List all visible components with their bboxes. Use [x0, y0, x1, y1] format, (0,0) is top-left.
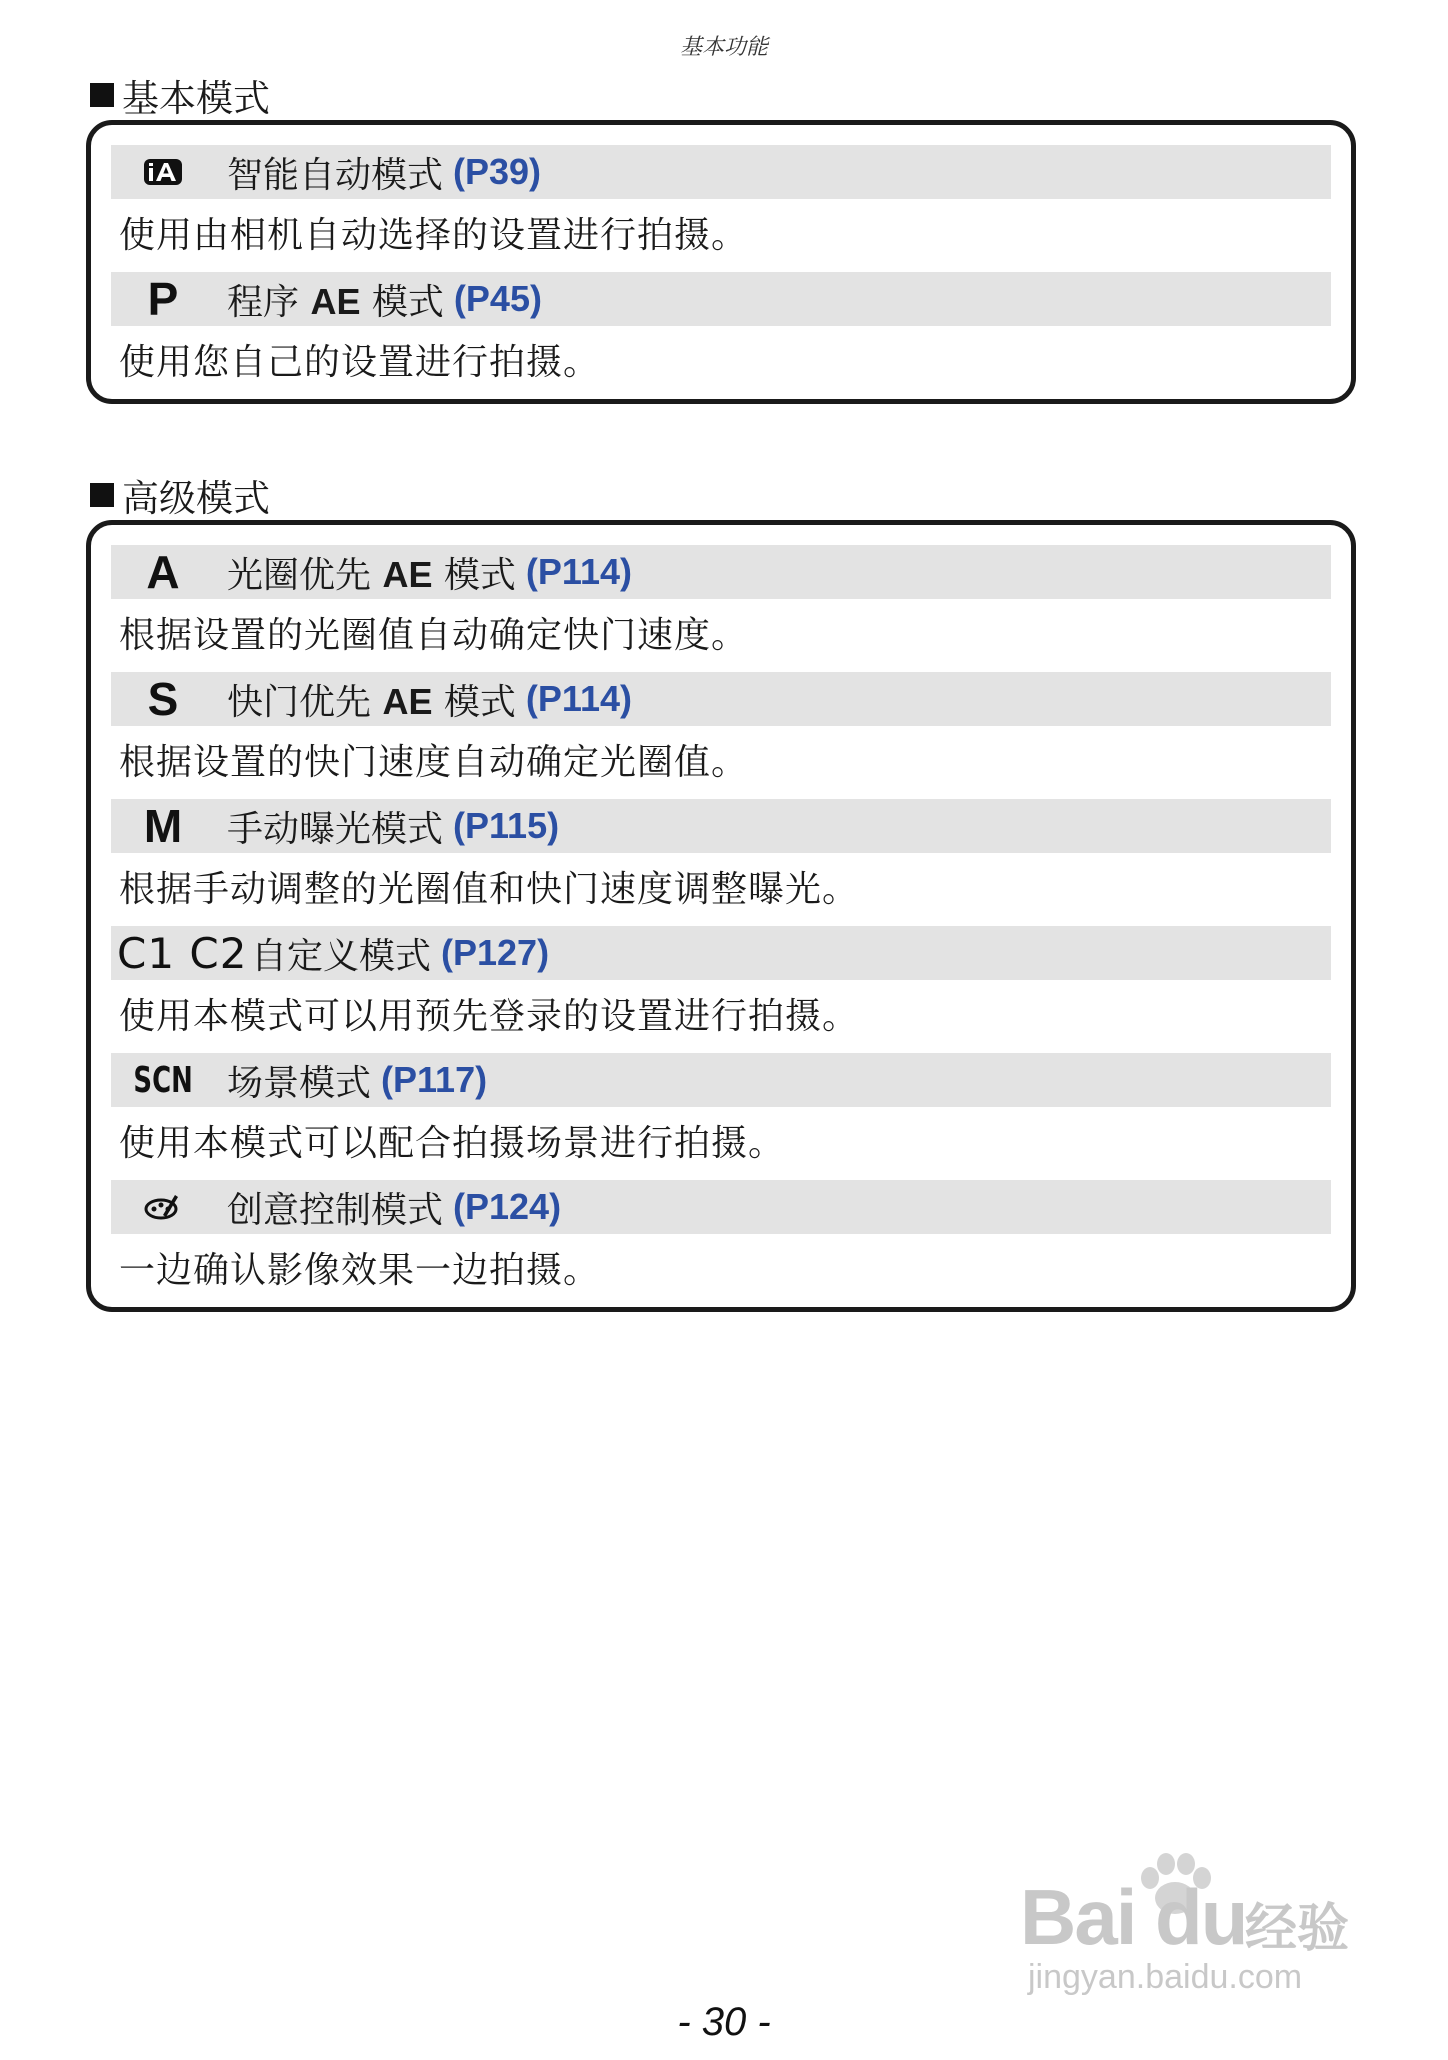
mode-name: 创意控制模式	[227, 1189, 444, 1231]
mode-entry-manual-exposure	[111, 799, 1331, 912]
program-ae-icon: P	[147, 273, 179, 325]
mode-description: 根据手动调整的光圈值和快门速度调整曝光。	[119, 869, 860, 910]
mode-description: 一边确认影像效果一边拍摄。	[119, 1250, 601, 1291]
mode-name-ae: AE	[382, 553, 433, 595]
mode-name-ae: AE	[382, 680, 433, 722]
page-reference-link[interactable]: (P117)	[381, 1059, 488, 1100]
mode-name: 场景模式	[227, 1062, 372, 1104]
mode-description: 使用由相机自动选择的设置进行拍摄。	[119, 215, 749, 256]
mode-name	[227, 274, 444, 325]
shutter-priority-icon: S	[147, 673, 179, 725]
mode-bar	[111, 926, 1331, 980]
mode-name-ae: AE	[310, 280, 361, 322]
page-reference-link[interactable]: (P114)	[525, 678, 632, 719]
manual-exposure-icon: M	[143, 800, 183, 852]
mode-entry-creative-control	[111, 1180, 1331, 1293]
mode-entry-shutter-priority	[111, 672, 1331, 785]
watermark-cn: 经验	[1245, 1900, 1350, 1958]
custom-mode-icon	[111, 926, 251, 980]
mode-bar	[111, 545, 1331, 599]
page-reference-link[interactable]: (P114)	[525, 551, 632, 592]
mode-description: 根据设置的快门速度自动确定光圈值。	[119, 742, 749, 783]
page-reference-link[interactable]: (P45)	[453, 278, 542, 319]
mode-name-pre: 光圈优先	[227, 554, 383, 596]
basic-modes-box	[86, 120, 1356, 404]
square-bullet-icon	[90, 483, 114, 507]
creative-control-icon	[111, 1180, 215, 1234]
mode-name: 自定义模式	[251, 935, 432, 977]
aperture-priority-icon: A	[146, 546, 180, 598]
square-bullet-icon	[90, 83, 114, 107]
mode-name-pre: 程序	[227, 281, 311, 323]
mode-name: 手动曝光模式	[227, 808, 444, 850]
mode-entry-custom	[111, 926, 1331, 1039]
page-header: 基本功能	[679, 35, 768, 60]
mode-entry-scene	[111, 1053, 1331, 1166]
page-reference-link[interactable]: (P127)	[441, 932, 550, 973]
mode-bar	[111, 1180, 1331, 1234]
page-number: - 30 -	[677, 2000, 771, 2044]
page-reference-link[interactable]: (P115)	[453, 805, 560, 846]
baidu-jingyan-watermark	[1020, 1850, 1390, 2010]
mode-name	[227, 547, 516, 598]
section-heading-basic	[90, 68, 270, 122]
intelligent-auto-icon	[111, 145, 215, 199]
section-title: 高级模式	[122, 477, 270, 520]
mode-name-post: 模式	[360, 281, 444, 323]
mode-bar	[111, 145, 1331, 199]
mode-entry-intelligent-auto	[111, 145, 1331, 258]
scene-mode-icon	[111, 1053, 215, 1107]
mode-bar	[111, 1053, 1331, 1107]
mode-bar	[111, 672, 1331, 726]
mode-bar	[111, 799, 1331, 853]
mode-description: 使用本模式可以配合拍摄场景进行拍摄。	[119, 1123, 786, 1164]
mode-description: 根据设置的光圈值自动确定快门速度。	[119, 615, 749, 656]
watermark-brand: Bai du	[1020, 1873, 1247, 1961]
section-heading-advanced	[90, 468, 270, 522]
mode-name-post: 模式	[432, 681, 516, 723]
mode-name-pre: 快门优先	[227, 681, 383, 723]
mode-entry-program-ae	[111, 272, 1331, 385]
mode-bar	[111, 272, 1331, 326]
advanced-modes-box	[86, 520, 1356, 1312]
mode-entry-aperture-priority	[111, 545, 1331, 658]
custom-mode-label: C1 C2	[117, 928, 248, 978]
section-title: 基本模式	[122, 77, 270, 120]
scene-mode-label: SCN	[133, 1059, 193, 1101]
mode-name-post: 模式	[432, 554, 516, 596]
page-reference-link[interactable]: (P39)	[453, 151, 542, 192]
mode-name	[227, 674, 516, 725]
mode-name: 智能自动模式	[227, 154, 444, 196]
watermark-url: jingyan.baidu.com	[1028, 1958, 1303, 1996]
mode-description: 使用您自己的设置进行拍摄。	[119, 342, 601, 383]
mode-description: 使用本模式可以用预先登录的设置进行拍摄。	[119, 996, 860, 1037]
page-reference-link[interactable]: (P124)	[453, 1186, 562, 1227]
